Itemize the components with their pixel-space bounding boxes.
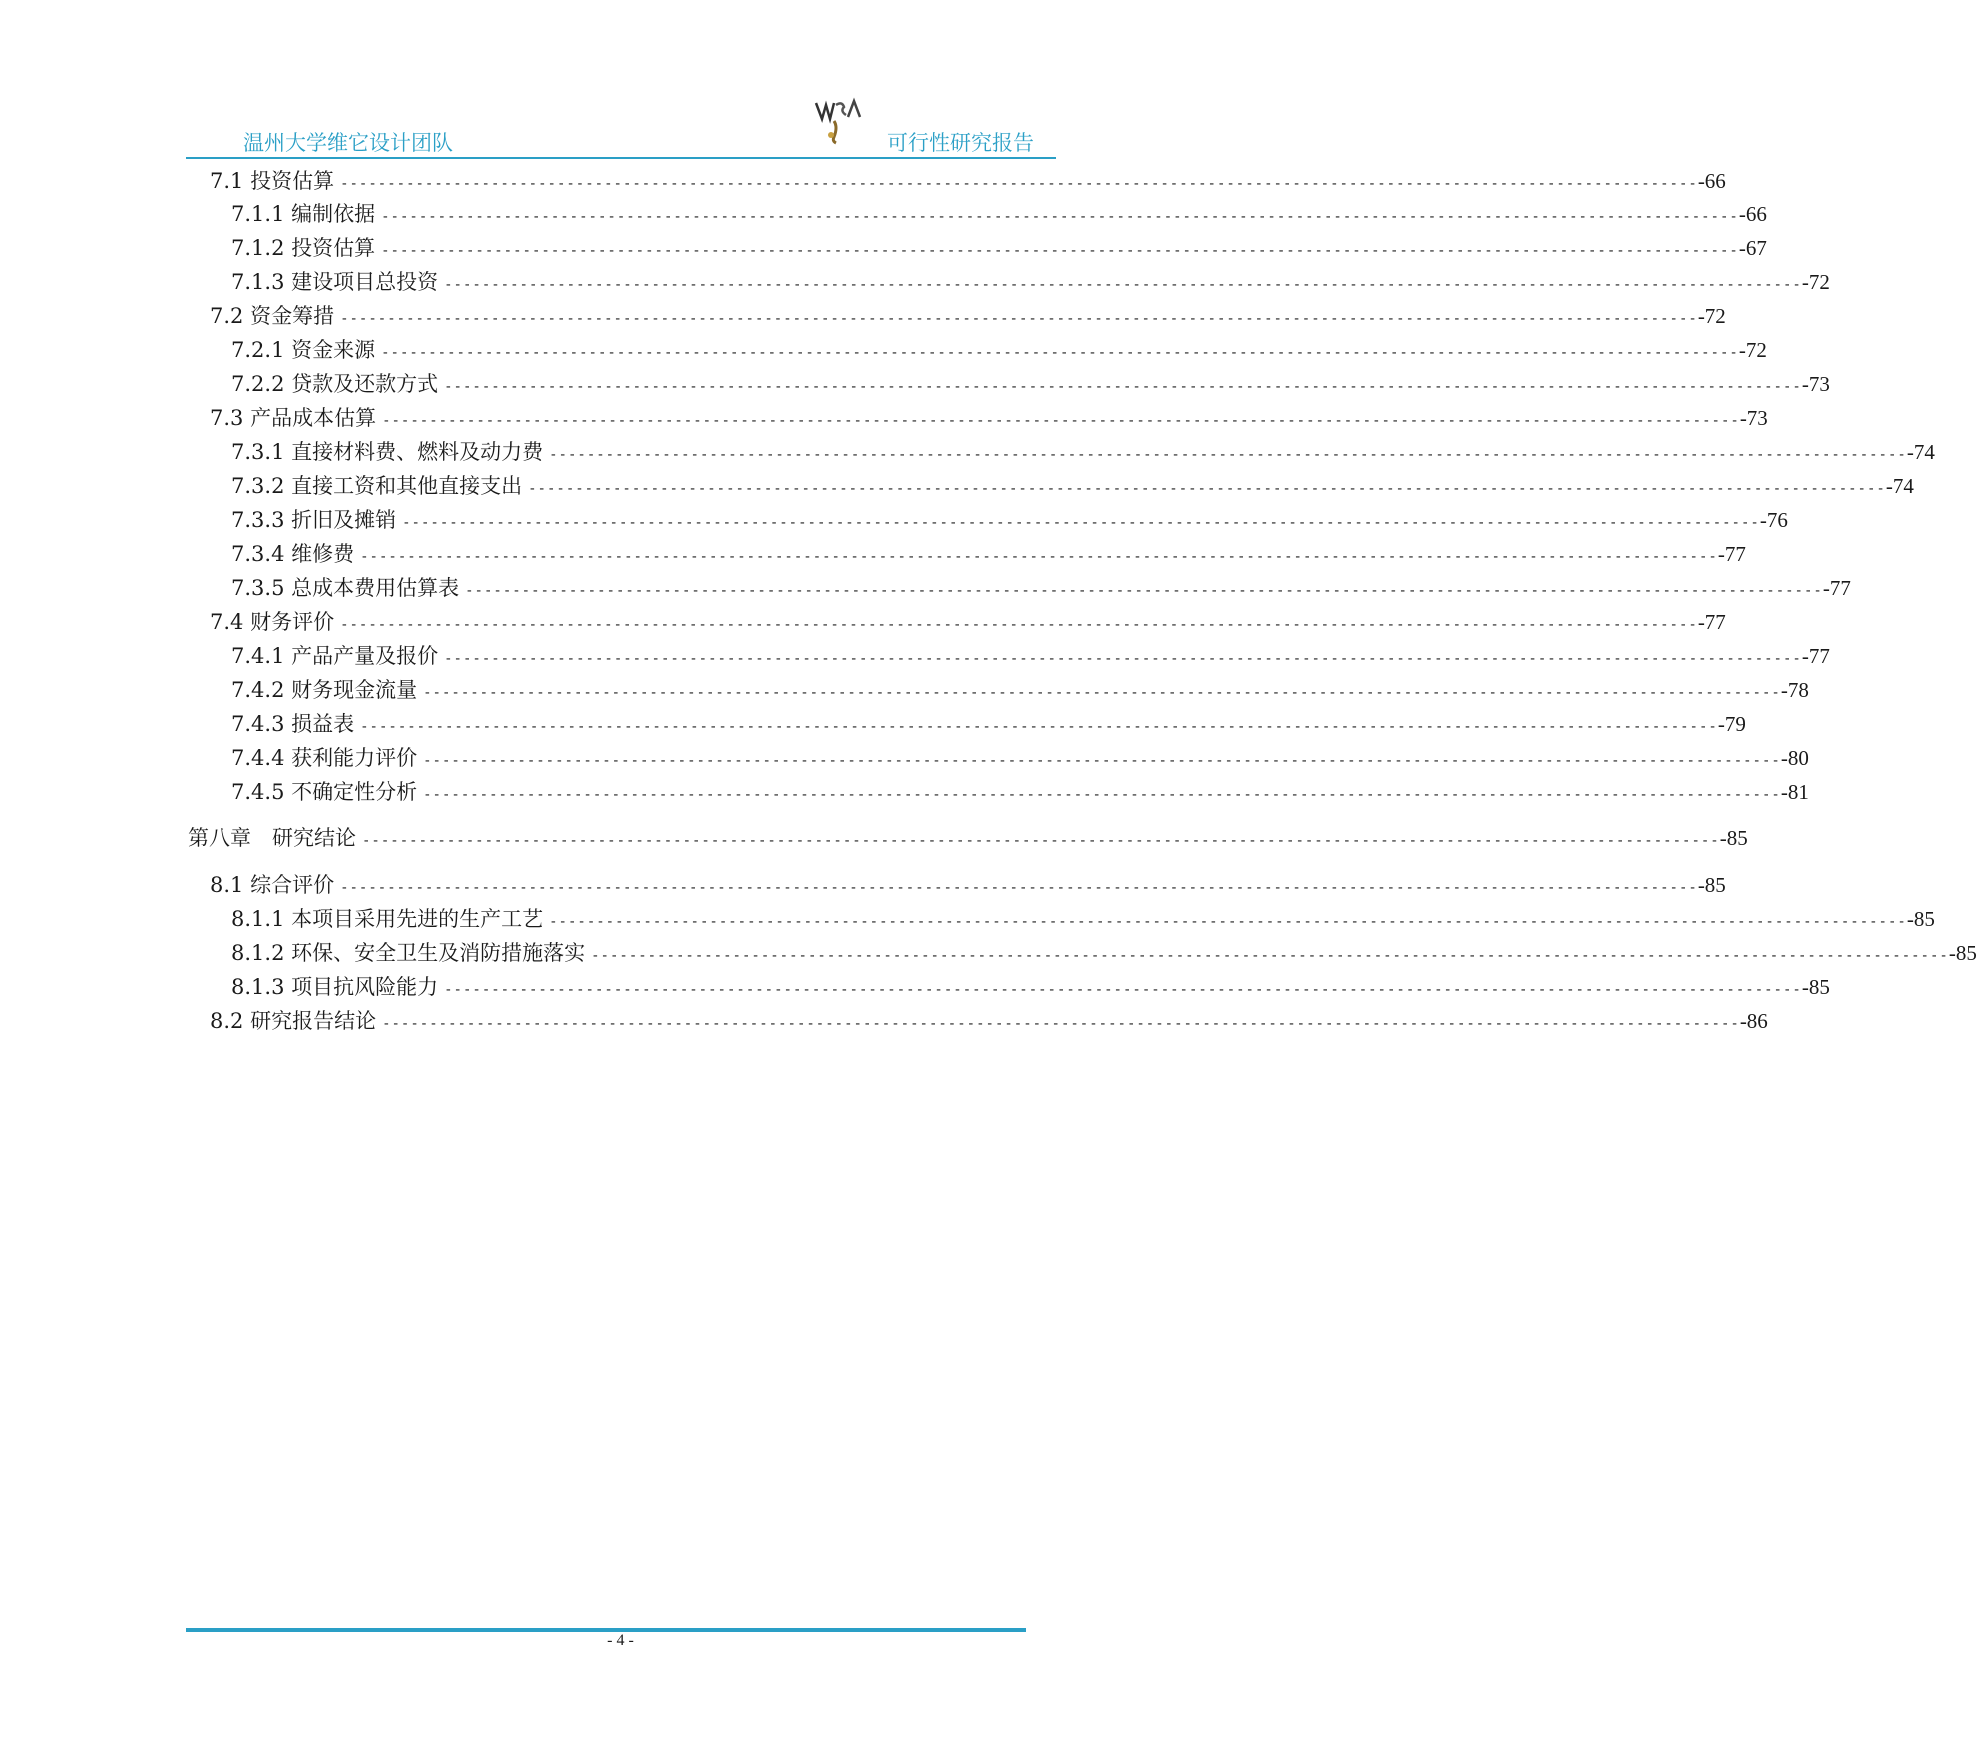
toc-entry-title: 第八章 研究结论	[188, 826, 356, 850]
toc-page-number: -81	[1780, 780, 1809, 804]
toc-entry[interactable]	[210, 607, 1726, 637]
toc-entry[interactable]	[231, 938, 1977, 968]
vista-logo-icon	[812, 97, 862, 145]
toc-page-number: -76	[1759, 508, 1788, 532]
toc-entry[interactable]	[231, 709, 1746, 739]
toc-page-number: -73	[1801, 372, 1830, 396]
toc-page-number: -86	[1739, 1009, 1768, 1033]
toc-leader-dots: ------------------------------------------------------------------------------------------------------------------------------------------------	[381, 345, 1739, 361]
toc-entry-title: 7.1.1 编制依据	[231, 202, 376, 226]
toc-entry[interactable]	[231, 369, 1830, 399]
toc-entry-title: 7.4.5 不确定性分析	[231, 780, 418, 804]
toc-entry-title: 8.2 研究报告结论	[210, 1009, 377, 1033]
toc-entry[interactable]	[231, 539, 1746, 569]
toc-page-number: -77	[1801, 644, 1830, 668]
toc-leader-dots: ------------------------------------------------------------------------------------------------------------------------------------------------	[382, 1016, 1740, 1032]
toc-entry-title: 7.4 财务评价	[210, 610, 335, 634]
toc-page-number: -77	[1822, 576, 1851, 600]
toc-leader-dots: ------------------------------------------------------------------------------------------------------------------------------------------------	[528, 481, 1886, 497]
toc-leader-dots: ------------------------------------------------------------------------------------------------------------------------------------------------	[340, 880, 1698, 896]
toc-entry[interactable]	[231, 505, 1788, 535]
toc-leader-dots: ------------------------------------------------------------------------------------------------------------------------------------------------	[444, 379, 1802, 395]
toc-entry[interactable]	[231, 233, 1767, 263]
toc-entry-title: 7.3.3 折旧及摊销	[231, 508, 397, 532]
toc-leader-dots: ------------------------------------------------------------------------------------------------------------------------------------------------	[423, 685, 1781, 701]
toc-entry-title: 7.1.2 投资估算	[231, 236, 376, 260]
toc-page-number: -72	[1738, 338, 1767, 362]
toc-entry[interactable]	[231, 777, 1809, 807]
toc-leader-dots: ------------------------------------------------------------------------------------------------------------------------------------------------	[362, 833, 1720, 849]
toc-page-number: -85	[1906, 907, 1935, 931]
toc-page-number: -85	[1948, 941, 1977, 965]
toc-entry[interactable]	[210, 301, 1726, 331]
toc-entry[interactable]	[231, 743, 1809, 773]
toc-page-number: -66	[1738, 202, 1767, 226]
toc-entry[interactable]	[210, 1006, 1768, 1036]
toc-page-number: -67	[1738, 236, 1767, 260]
toc-entry[interactable]	[231, 641, 1830, 671]
toc-entry-title: 7.4.1 产品产量及报价	[231, 644, 439, 668]
toc-entry-title: 7.4.3 损益表	[231, 712, 355, 736]
toc-entry-title: 7.2.2 贷款及还款方式	[231, 372, 439, 396]
toc-entry-title: 7.4.4 获利能力评价	[231, 746, 418, 770]
toc-entry[interactable]	[231, 675, 1809, 705]
toc-leader-dots: ------------------------------------------------------------------------------------------------------------------------------------------------	[423, 753, 1781, 769]
toc-entry[interactable]	[231, 199, 1767, 229]
toc-entry[interactable]	[231, 573, 1851, 603]
toc-leader-dots: ------------------------------------------------------------------------------------------------------------------------------------------------	[382, 413, 1740, 429]
toc-entry-title: 7.3.2 直接工资和其他直接支出	[231, 474, 523, 498]
toc-leader-dots: ------------------------------------------------------------------------------------------------------------------------------------------------	[591, 948, 1949, 964]
toc-leader-dots: ------------------------------------------------------------------------------------------------------------------------------------------------	[402, 515, 1760, 531]
toc-leader-dots: ------------------------------------------------------------------------------------------------------------------------------------------------	[423, 787, 1781, 803]
toc-page-number: -85	[1801, 975, 1830, 999]
page-number: - 4 -	[607, 1632, 634, 1649]
toc-leader-dots: ------------------------------------------------------------------------------------------------------------------------------------------------	[360, 719, 1718, 735]
toc-entry[interactable]	[231, 904, 1935, 934]
toc-page-number: -72	[1697, 304, 1726, 328]
toc-entry-title: 8.1.3 项目抗风险能力	[231, 975, 439, 999]
toc-chapter-entry[interactable]	[188, 823, 1748, 853]
toc-leader-dots: ------------------------------------------------------------------------------------------------------------------------------------------------	[444, 277, 1802, 293]
toc-page-number: -85	[1697, 873, 1726, 897]
toc-leader-dots: ------------------------------------------------------------------------------------------------------------------------------------------------	[549, 914, 1907, 930]
toc-page-number: -77	[1697, 610, 1726, 634]
toc-entry-title: 8.1 综合评价	[210, 873, 335, 897]
toc-entry-title: 7.3.4 维修费	[231, 542, 355, 566]
toc-page-number: -80	[1780, 746, 1809, 770]
toc-leader-dots: ------------------------------------------------------------------------------------------------------------------------------------------------	[444, 651, 1802, 667]
toc-entry[interactable]	[210, 403, 1768, 433]
toc-entry[interactable]	[231, 335, 1767, 365]
toc-leader-dots: ------------------------------------------------------------------------------------------------------------------------------------------------	[549, 447, 1907, 463]
toc-entry[interactable]	[231, 471, 1914, 501]
toc-entry-title: 7.1.3 建设项目总投资	[231, 270, 439, 294]
toc-entry-title: 8.1.1 本项目采用先进的生产工艺	[231, 907, 544, 931]
toc-leader-dots: ------------------------------------------------------------------------------------------------------------------------------------------------	[381, 209, 1739, 225]
toc-leader-dots: ------------------------------------------------------------------------------------------------------------------------------------------------	[444, 982, 1802, 998]
toc-entry[interactable]	[231, 267, 1830, 297]
toc-entry-title: 7.3.1 直接材料费、燃料及动力费	[231, 440, 544, 464]
toc-leader-dots: ------------------------------------------------------------------------------------------------------------------------------------------------	[340, 617, 1698, 633]
toc-leader-dots: ------------------------------------------------------------------------------------------------------------------------------------------------	[360, 549, 1718, 565]
toc-entry-title: 7.1 投资估算	[210, 169, 335, 193]
header-team-name: 温州大学维它设计团队	[243, 131, 453, 155]
header-divider	[186, 157, 1056, 159]
toc-entry[interactable]	[231, 437, 1935, 467]
toc-leader-dots: ------------------------------------------------------------------------------------------------------------------------------------------------	[340, 176, 1698, 192]
header-report-title: 可行性研究报告	[887, 131, 1034, 155]
toc-page-number: -74	[1906, 440, 1935, 464]
toc-leader-dots: ------------------------------------------------------------------------------------------------------------------------------------------------	[465, 583, 1823, 599]
toc-entry-title: 7.2 资金筹措	[210, 304, 335, 328]
toc-page-number: -78	[1780, 678, 1809, 702]
toc-leader-dots: ------------------------------------------------------------------------------------------------------------------------------------------------	[340, 311, 1698, 327]
toc-page-number: -79	[1717, 712, 1746, 736]
toc-page-number: -73	[1739, 406, 1768, 430]
toc-entry-title: 7.3.5 总成本费用估算表	[231, 576, 460, 600]
toc-page-number: -85	[1719, 826, 1748, 850]
toc-entry-title: 8.1.2 环保、安全卫生及消防措施落实	[231, 941, 586, 965]
toc-page-number: -77	[1717, 542, 1746, 566]
toc-entry[interactable]	[210, 870, 1726, 900]
toc-entry[interactable]	[210, 166, 1726, 196]
toc-page-number: -74	[1885, 474, 1914, 498]
toc-entry-title: 7.3 产品成本估算	[210, 406, 377, 430]
toc-page-number: -72	[1801, 270, 1830, 294]
toc-entry-title: 7.4.2 财务现金流量	[231, 678, 418, 702]
toc-page-number: -66	[1697, 169, 1726, 193]
toc-leader-dots: ------------------------------------------------------------------------------------------------------------------------------------------------	[381, 243, 1739, 259]
toc-entry[interactable]	[231, 972, 1830, 1002]
toc-entry-title: 7.2.1 资金来源	[231, 338, 376, 362]
